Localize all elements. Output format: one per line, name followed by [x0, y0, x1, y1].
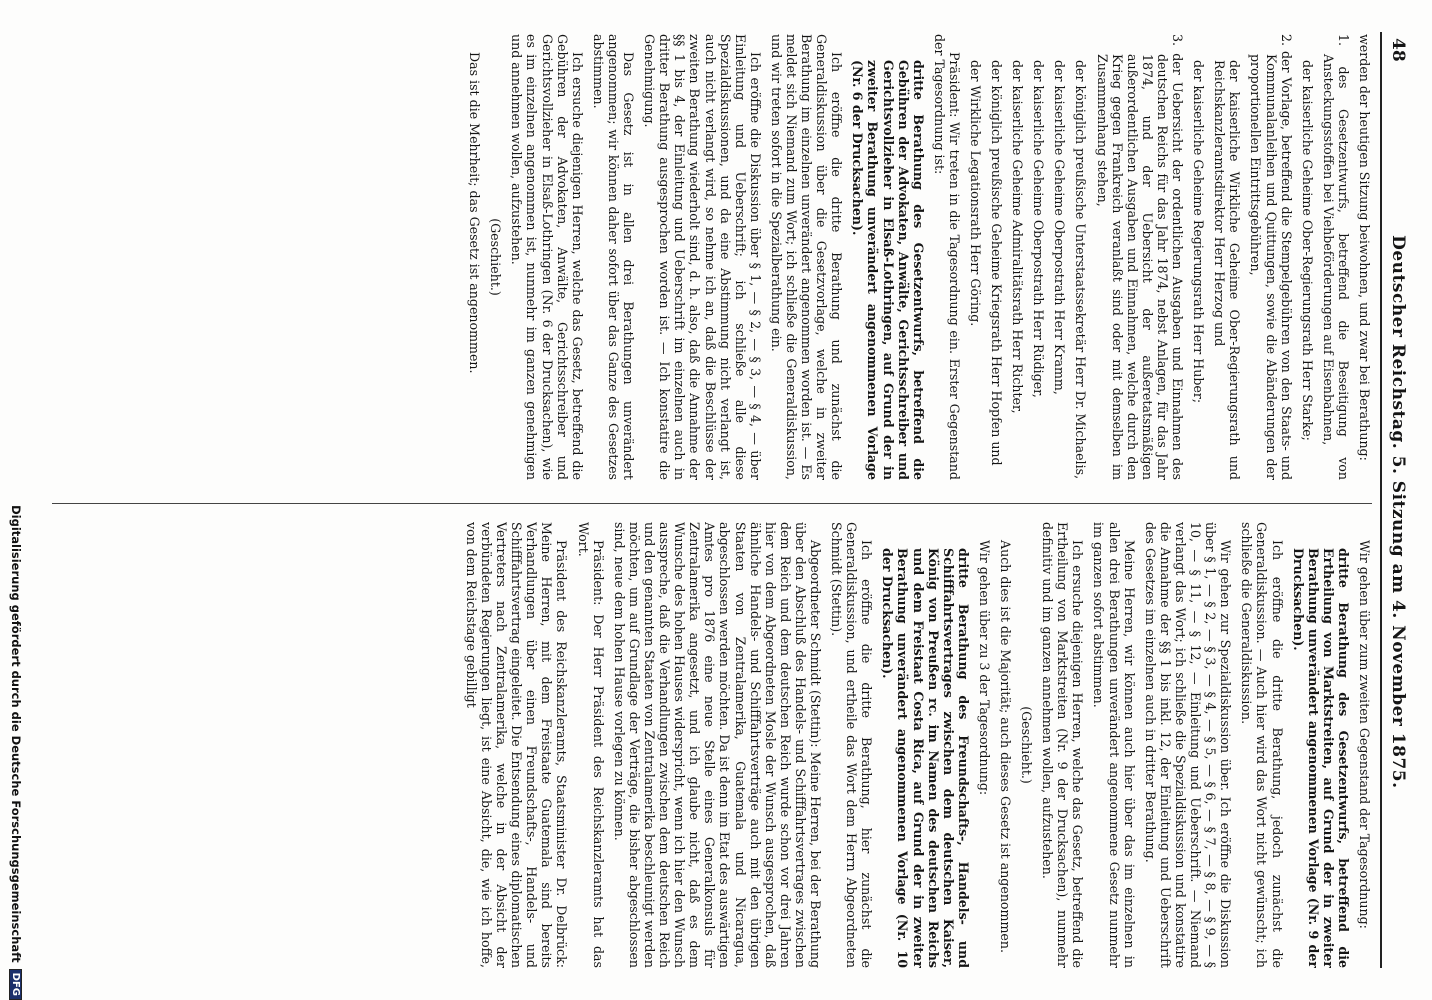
paragraph: Ich eröffne die dritte Berathung, hier zunächst die Generaldiskussion, und ertheile das Wort dem Herrn Abgeordneten Schmidt (Stettin).: [829, 522, 875, 968]
agenda-item: dritte Berathung des Gesetzentwurfs, betreffend die Gebühren der Advokaten, Anwälte, Gerichtsschreiber und Gerichtsvollzieher in Elsaß-Lothringen, auf Grund der in zweiter Berathung unverändert angenommenen Vorlage (Nr. 6 der Drucksachen).: [850, 60, 926, 480]
paragraph: werden der heutigen Sitzung beiwohnen, und zwar bei Berathung:: [1357, 34, 1372, 461]
agenda-item: dritte Berathung des Gesetzentwurfs, betreffend die Ertheilung von Marktstreiten, auf Grund der in zweiter Berathung unverändert angenommenen Vorlage (Nr. 9 der Drucksachen).: [1290, 548, 1351, 968]
paragraph: der kaiserliche Geheime Regierungsrath Herr Huber;: [1191, 60, 1207, 404]
right-column: [42, 522, 1372, 968]
paragraph: Wir gehen zur Spezialdiskussion über. Ich eröffne die Diskussion über § 1, — § 2, — § 3, — § 4, — § 5, — § 6, — § 7, — § 8, — § 9, — § 10, — § 11, — § 12, — Einleitung und Ueberschrift. — Niemand verlangt das Wort; ich schließe die Spezialdiskussion und konstatire die Annahme der §§ 1 bis inkl. 12, der Einleitung und Ueberschrift des Gesetzes im einzelnen auch in dritter Berathung.: [1142, 522, 1234, 968]
paragraph: (Geschieht.): [1019, 706, 1035, 784]
paragraph: Präsident: Wir treten in die Tagesordnung ein. Erster Gegenstand der Tagesordnung ist:: [931, 34, 962, 480]
column-divider: [52, 503, 1372, 504]
paragraph: der kaiserliche Geheime Oberpostrath Herr Rüdiger,: [1031, 60, 1047, 398]
paragraph: Meine Herren, wir können auch hier über das im einzelnen in allen drei Berathungen unverändert angenommene Gesetz nunmehr im ganzen sofort abstimmen.: [1091, 522, 1137, 968]
paragraph: der Wirkliche Legationsrath Herr Göring.: [968, 60, 984, 327]
paragraph: Ich eröffne die dritte Berathung und zunächst die Generaldiskussion über die Gesetzvorlage, welche in zweiter Berathung im einzelnen unverändert angenommen worden ist. — Es meldet sich Niemand zum Wort; ich schließe die Generaldiskussion, und wir treten sofort in die Spezialberathung ein.: [768, 34, 845, 480]
paragraph: Das ist die Mehrheit; das Gesetz ist angenommen.: [467, 52, 483, 374]
paragraph: Auch dies ist die Majorität; auch dieses Gesetz ist angenommen.: [998, 540, 1014, 953]
agenda-item: dritte Berathung des Freundschafts-, Handels- und Schifffahrtsvertrages zwischen dem deutschen Kaiser, König von Preußen rc. im Namen des deutschen Reichs und dem Freistaat Costa Rica, auf Grund der in zweiter Berathung unverändert angenommenen Vorlage (Nr. 10 der Drucksachen).: [880, 548, 971, 968]
paragraph: der kaiserliche Geheime Ober-Regierungsrath Herr Starke;: [1299, 60, 1315, 441]
paragraph: Ich ersuche diejenigen Herren, welche das Gesetz, betreffend die Ertheilung von Marktstreiten (Nr. 9 der Drucksachen), nunmehr definitiv und im ganzen annehmen wollen, aufzustehen.: [1040, 522, 1086, 968]
paragraph: der kaiserliche Geheime Admiralitätsrath Herr Richter,: [1010, 60, 1026, 414]
paragraph: der königlich preußische Geheime Kriegsrath Herr Hopfen und: [989, 60, 1005, 466]
paragraph: Das Gesetz ist in allen drei Berathungen unverändert angenommen; wir können daher sofort über das Ganze des Gesetzes abstimmen.: [590, 34, 637, 480]
paragraph: Wir gehen über zum zweiten Gegenstand der Tagesordnung:: [1357, 540, 1372, 929]
header-rule: [1380, 32, 1382, 968]
paragraph: Präsident des Reichskanzleramts, Staatsminister Dr. Delbrück: Meine Herren, mit dem Freistaate Guatemala sind bereits Verhandlungen über einen Freundschafts-, Handels- und Schifffahrtsvertrag eingeleitet. Die Entsendung eines diplomatischen Vertreters nach Zentralamerika, welche in der Absicht der verbündeten Regierungen liegt, ist eine Absicht, die, wie ich hoffe, von dem Reichstage gebilligt: [463, 522, 570, 968]
paragraph: Ich eröffne die Diskussion über § 1, — § 2, — § 3, — § 4, — über Einleitung und Ueberschrift; ich schließe alle diese Spezialdiskussionen, und da eine Abstimmung nicht verlangt ist, auch nicht verlangt wird, so nehme ich an, daß die Beschlüsse der zweiten Berathung wiederholt sind, d. h. also, daß die Annahme der §§ 1 bis 4, der Einleitung und Ueberschrift im einzelnen auch in dritter Berathung ausgesprochen worden ist. — Ich konstatire die Genehmigung.: [642, 34, 763, 480]
paragraph: Ich eröffne die dritte Berathung, jedoch zunächst die Generaldiskussion. — Auch hier wird das Wort nicht gewünscht; ich schließe die Generaldiskussion.: [1239, 522, 1285, 968]
paragraph: (Geschieht.): [488, 218, 504, 296]
page-header: [1388, 38, 1414, 962]
paragraph: 1. des Gesetzentwurfs, betreffend die Beseitigung von Ansteckungsstoffen bei Viehbeförderungen auf Eisenbahnen,: [1320, 34, 1351, 480]
dfg-logo: DFG: [9, 969, 22, 1000]
paragraph: der königlich preußische Unterstaatssekretär Herr Dr. Michaelis,: [1073, 60, 1089, 480]
paragraph: Abgeordneter Schmidt (Stettin): Meine Herren, bei der Berathung über den Abschluß des Handels- und Schifffahrtsvertrages zwischen dem Reich und dem deutschen Reich wurde schon vor drei Jahren hier von dem Abgeordneten Mosle der Wunsch ausgesprochen, daß ähnliche Handels- und Schifffahrtsverträge auch mit den übrigen Staaten von Zentralamerika, Guatemala und Nicaragua, abgeschlossen werden möchten. Da ist denn im Etat des auswärtigen Amtes pro 1876 eine neue Stelle eines Generalkonsuls für Zentralamerika angesetzt, und ich glaube nicht, daß es dem Wunsche des hohen Hauses widerspricht, wenn ich hier den Wunsch ausspreche, daß die Verhandlungen zwischen dem deutschen Reich und den genannten Staaten von Zentralamerika beschleunigt werden möchten, um auf Grundlage der Verträge, die bisher abgeschlossen sind, neue dem hohen Hause vorlegen zu können.: [611, 522, 823, 968]
paragraph: Wir gehen über zu 3 der Tagesordnung:: [976, 540, 992, 796]
paragraph: der kaiserliche Wirkliche Geheime Ober-Regierungsrath und Reichskanzleramtsdirektor Herr Herzog und: [1212, 60, 1243, 480]
paragraph: 3. der Uebersicht der ordentlichen Ausgaben und Einnahmen des deutschen Reichs für das Jahr 1874, nebst Anlagen, für das Jahr 1874, und der Uebersicht der außeretatsmäßigen außerordentlichen Ausgaben und Einnahmen, welche durch den Krieg gegen Frankreich veranlaßt sind oder mit demselben im Zusammenhang stehen,: [1094, 34, 1186, 480]
digitization-note: Digitalisierung gefördert durch die Deutsche Forschungsgemeinschaft: [9, 505, 23, 963]
left-column: [42, 34, 1372, 480]
digitization-footer: [1, 0, 23, 1000]
paragraph: 2. der Vorlage, betreffend die Stempelgebühren von den Staats- und Kommunalanleihen und Quittungen, sowie die Abänderungen der proportionellen Eintrittsgebühren,: [1248, 34, 1294, 480]
paragraph: Ich ersuche diejenigen Herren, welche das Gesetz, betreffend die Gebühren der Advokaten, Anwälte, Gerichtsschreiber und Gerichtsvollzieher in Elsaß-Lothringen (Nr. 6 der Drucksachen), wie es im einzelnen angenommen ist, nunmehr im ganzen genehmigen und annehmen wollen, aufzustehen.: [509, 34, 585, 480]
paragraph: Präsident: Der Herr Präsident des Reichskanzleramts hat das Wort.: [575, 522, 606, 968]
paragraph: der kaiserliche Geheime Oberpostrath Herr Kramm,: [1052, 60, 1068, 395]
page-number: 48: [1388, 38, 1408, 62]
page-title: Deutscher Reichstag. 5. Sitzung am 4. November 1875.: [1388, 235, 1408, 789]
